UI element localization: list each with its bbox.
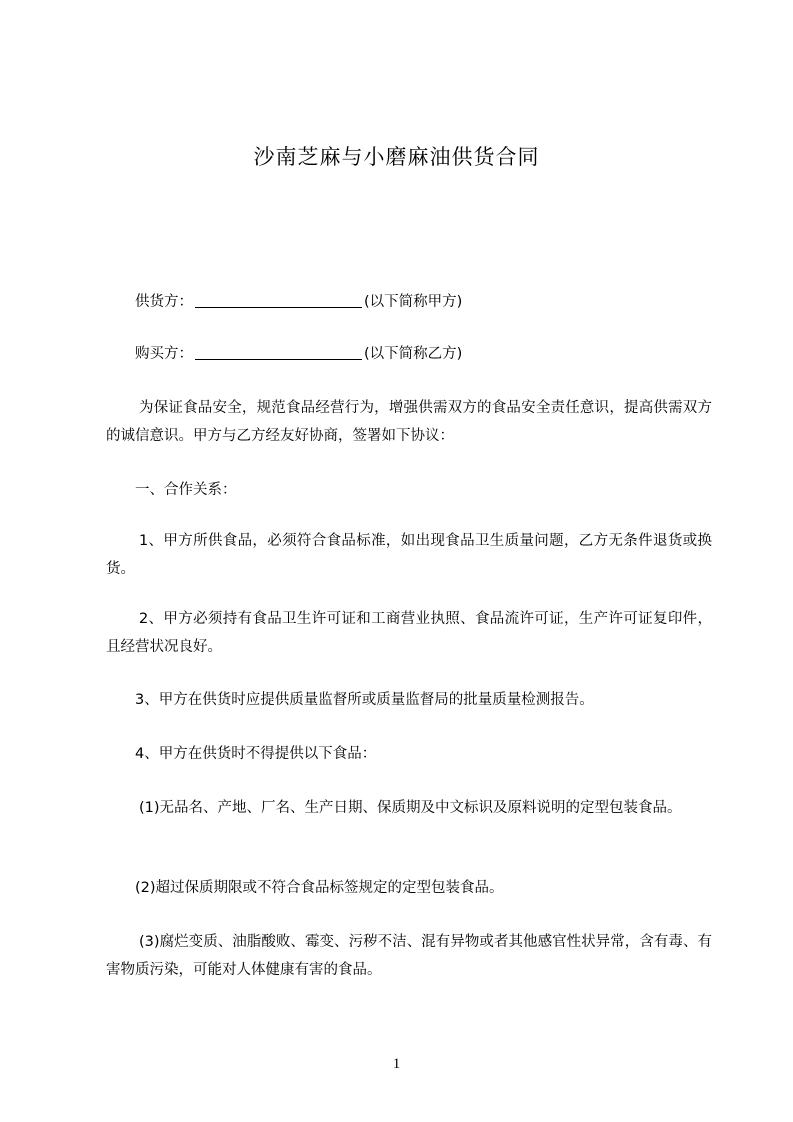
buyer-label: 购买方： (135, 346, 193, 362)
clause-3: 3、甲方在供货时应提供质量监督所或质量监督局的批量质量检测报告。 (135, 692, 594, 708)
supplier-note: (以下简称甲方) (364, 294, 463, 310)
buyer-blank (195, 343, 362, 360)
supplier-label: 供货方： (135, 294, 193, 310)
clause-4-item-3: (3)腐烂变质、油脂酸败、霉变、污秽不洁、混有异物或者其他感官性状异常，含有毒、有害物质污染，可能对人体健康有害的食品。 (106, 934, 712, 978)
clause-4: 4、甲方在供货时不得提供以下食品： (135, 746, 377, 762)
clause-4-item-2: (2)超过保质期限或不符合食品标签规定的定型包装食品。 (135, 880, 504, 896)
intro-paragraph: 为保证食品安全，规范食品经营行为，增强供需双方的食品安全责任意识，提高供需双方的诚信意识。甲方与乙方经友好协商，签署如下协议： (106, 400, 712, 444)
page-number: 1 (392, 1056, 401, 1072)
document-title: 沙南芝麻与小磨麻油供货合同 (253, 145, 540, 169)
buyer-note: (以下简称乙方) (364, 346, 463, 362)
clause-2: 2、甲方必须持有食品卫生许可证和工商营业执照、食品流许可证，生产许可证复印件，且经营状况良好。 (106, 611, 712, 655)
section-heading: 一、合作关系： (135, 482, 237, 498)
buyer-line (106, 340, 712, 368)
supplier-blank (195, 291, 362, 308)
clause-1: 1、甲方所供食品，必须符合食品标准，如出现食品卫生质量问题，乙方无条件退货或换货。 (106, 533, 712, 577)
supplier-line (106, 288, 712, 316)
clause-4-item-1: (1)无品名、产地、厂名、生产日期、保质期及中文标识及原料说明的定型包装食品。 (139, 800, 682, 816)
